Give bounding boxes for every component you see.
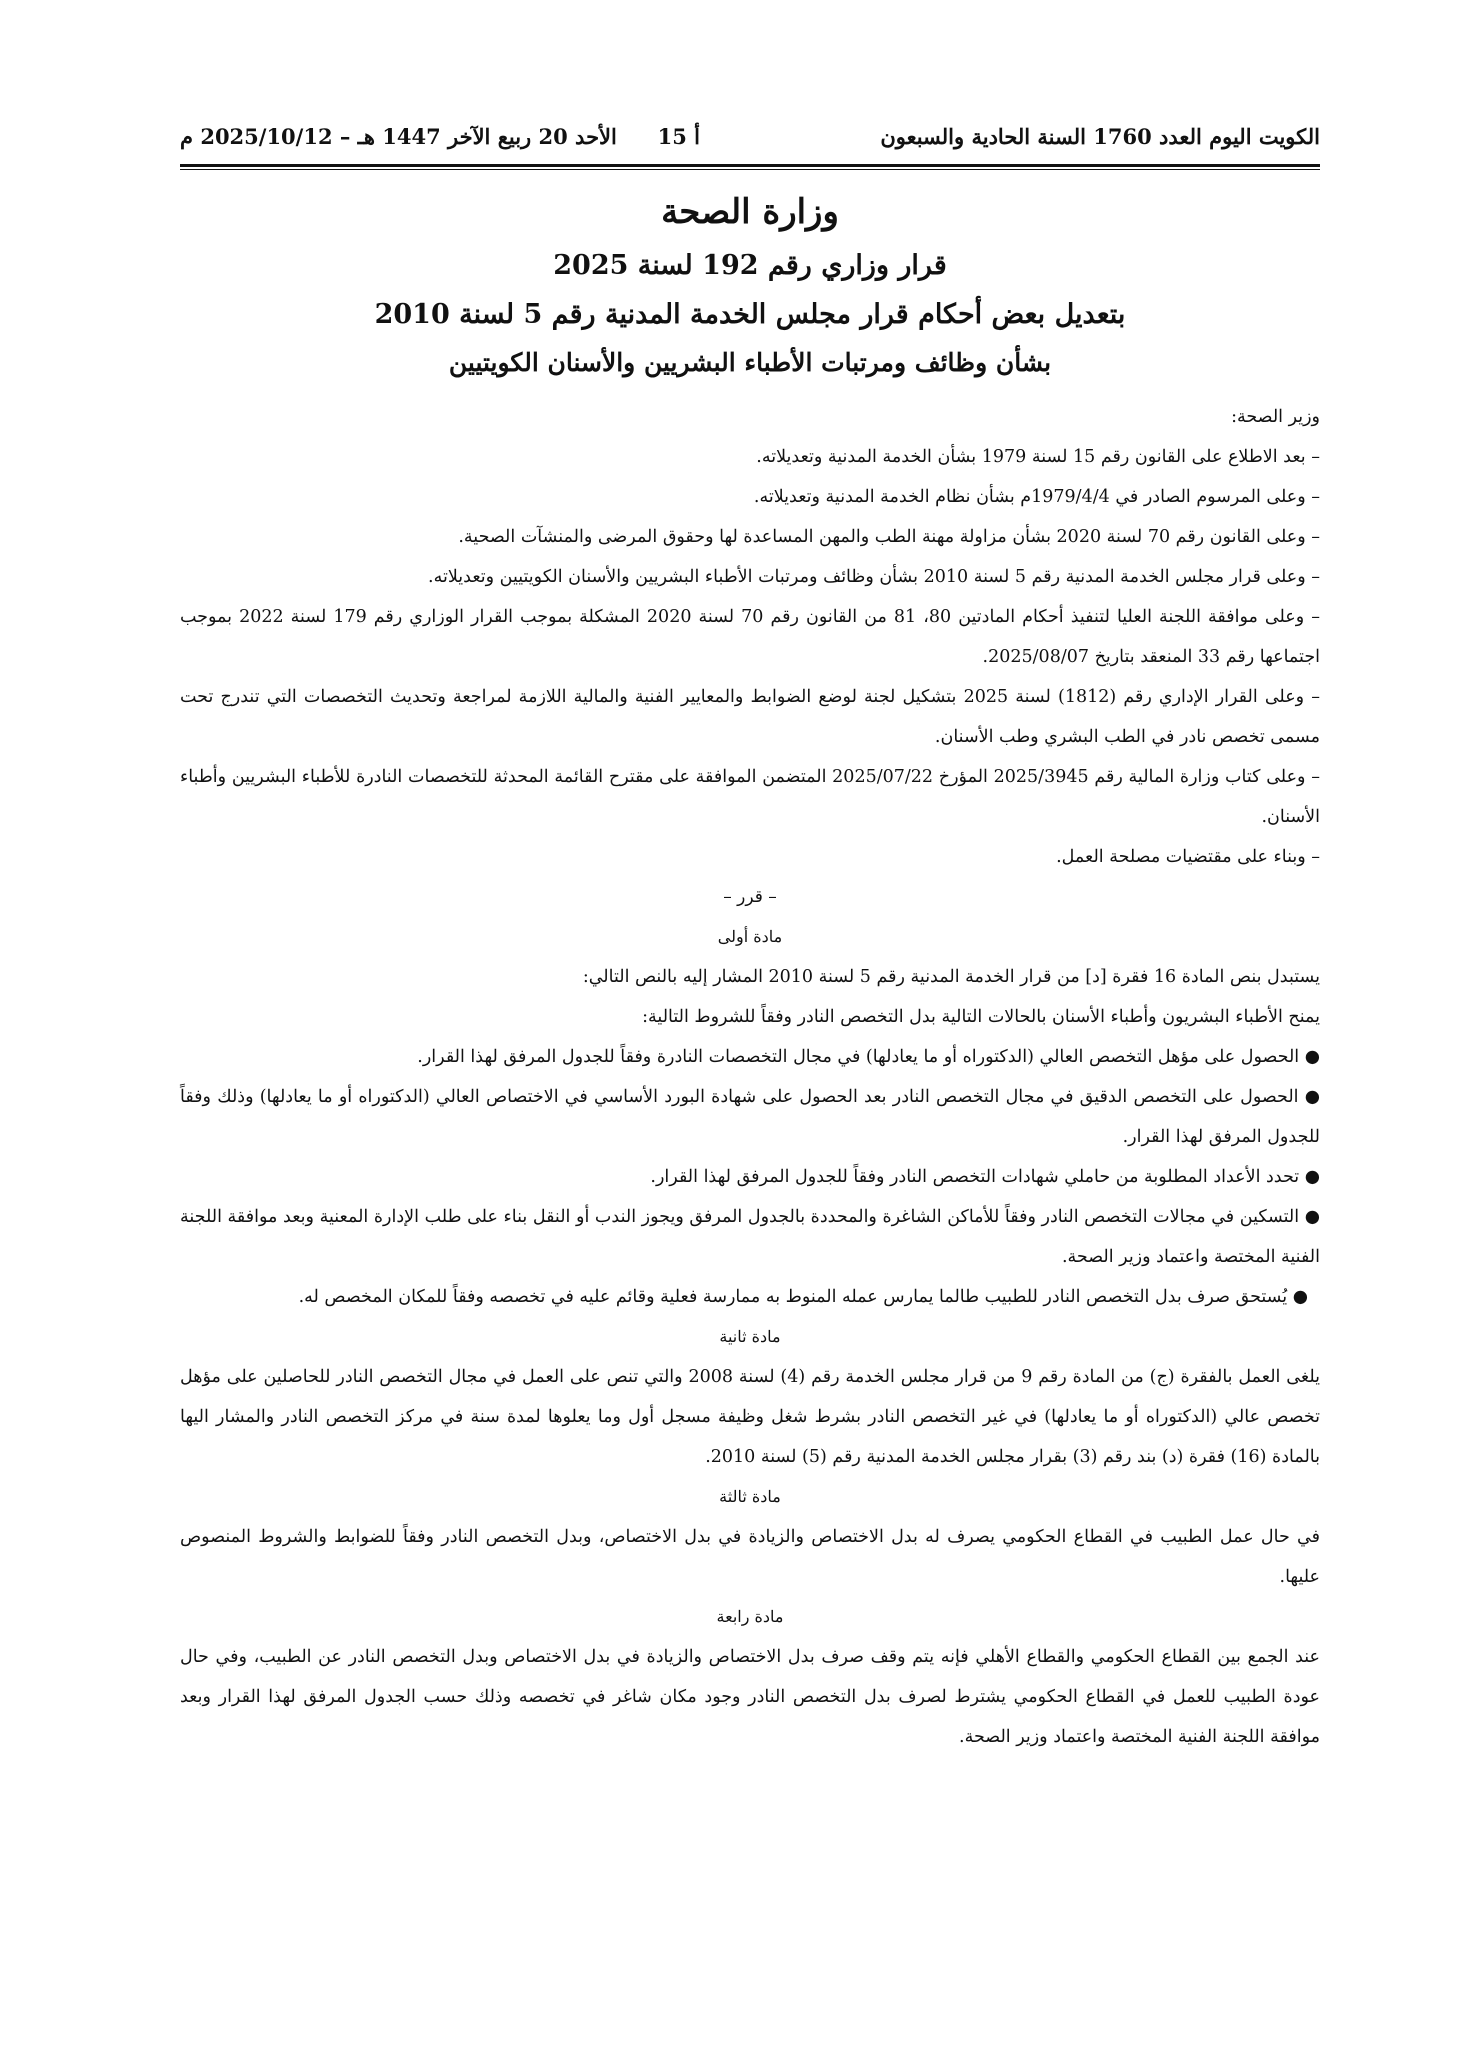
article-1-bullet: ● تحدد الأعداد المطلوبة من حاملي شهادات التخصص النادر وفقاً للجدول المرفق لهذا القرار. [650,1167,1320,1187]
ministry-title: وزارة الصحة [661,192,839,232]
article-1-paragraph: يمنح الأطباء البشريون وأطباء الأسنان بالحالات التالية بدل التخصص النادر وفقاً للشروط التالية: [642,1007,1320,1027]
article-2-text: يلغى العمل بالفقرة (ج) من المادة رقم 9 من قرار مجلس الخدمة رقم (4) لسنة 2008 والتي تنص على العمل في مجال التخصص النادر للحاصلين على مؤهل تخصص عالي (الدكتوراه أو ما يعادلها) في غير التخصص النادر بشرط شغل وظيفة مسجل أول وما يعلوها لمدة سنة في مركز التخصص النادر والمشار اليها بالمادة (16) فقرة (د) بند رقم (3) بقرار مجلس الخدمة المدنية رقم (5) لسنة 2010. [180,1367,1320,1467]
preamble-item: – وعلى كتاب وزارة المالية رقم 2025/3945 المؤرخ 2025/07/22 المتضمن الموافقة على مقترح القائمة المحدثة للتخصصات النادرة للأطباء البشريين وأطباء الأسنان. [180,767,1320,827]
article-3-heading: مادة ثالثة [719,1487,781,1506]
preamble-item: – وعلى موافقة اللجنة العليا لتنفيذ أحكام المادتين 80، 81 من القانون رقم 70 لسنة 2020 المشكلة بموجب القرار الوزاري رقم 179 لسنة 2022 بموجب اجتماعها رقم 33 المنعقد بتاريخ 2025/08/07. [180,607,1320,667]
gazette-page [180,118,1320,1757]
article-1-bullet: ● الحصول على مؤهل التخصص العالي (الدكتوراه أو ما يعادلها) في مجال التخصصات النادرة وفقاً للجدول المرفق لهذا القرار. [417,1047,1320,1067]
preamble-item: – وعلى المرسوم الصادر في 1979/4/4م بشأن نظام الخدمة المدنية وتعديلاته. [753,487,1320,507]
header-issue: الكويت اليوم العدد 1760 السنة الحادية والسبعون [880,124,1320,149]
header-page-number: أ 15 [657,124,700,149]
article-1-bullet: ● الحصول على التخصص الدقيق في مجال التخصص النادر بعد الحصول على شهادة البورد الأساسي في الاختصاص العالي (الدكتوراه أو ما يعادلها) وذلك وفقاً للجدول المرفق لهذا القرار. [180,1087,1320,1147]
decree-subtitle: بتعديل بعض أحكام قرار مجلس الخدمة المدنية رقم 5 لسنة 2010 [374,299,1126,330]
decree-body [180,397,1320,1757]
article-1-bullet: ● يُستحق صرف بدل التخصص النادر للطبيب طالما يمارس عمله المنوط به ممارسة فعلية وقائم عليه في تخصصه وفقاً للمكان المخصص له. [298,1287,1308,1307]
running-header [180,118,1320,158]
article-4-heading: مادة رابعة [716,1607,784,1626]
preamble-item: – بعد الاطلاع على القانون رقم 15 لسنة 1979 بشأن الخدمة المدنية وتعديلاته. [756,447,1320,467]
article-1-bullet: ● التسكين في مجالات التخصص النادر وفقاً للأماكن الشاغرة والمحددة بالجدول المرفق ويجوز الندب أو النقل بناء على طلب الإدارة المعنية وبعد موافقة اللجنة الفنية المختصة واعتماد وزير الصحة. [180,1207,1320,1267]
article-1-paragraph: يستبدل بنص المادة 16 فقرة [د] من قرار الخدمة المدنية رقم 5 لسنة 2010 المشار إليه بالنص التالي: [582,967,1320,987]
article-3-text: في حال عمل الطبيب في القطاع الحكومي يصرف له بدل الاختصاص والزيادة في بدل الاختصاص، وبدل التخصص النادر وفقاً للضوابط والشروط المنصوص عليها. [180,1527,1320,1587]
preamble-minister: وزير الصحة: [1231,407,1320,427]
header-divider [180,164,1320,170]
article-4-text: عند الجمع بين القطاع الحكومي والقطاع الأهلي فإنه يتم وقف صرف بدل الاختصاص والزيادة في بدل الاختصاص وبدل التخصص النادر عن الطبيب، وفي حال عودة الطبيب للعمل في القطاع الحكومي يشترط لصرف بدل التخصص النادر وجود مكان شاغر في تخصصه وذلك حسب الجدول المرفق لهذا القرار وبعد موافقة اللجنة الفنية المختصة واعتماد وزير الصحة. [180,1647,1320,1747]
preamble-item: – وعلى القرار الإداري رقم (1812) لسنة 2025 بتشكيل لجنة لوضع الضوابط والمعايير الفنية والمالية اللازمة لمراجعة وتحديث التخصصات التي تندرج تحت مسمى تخصص نادر في الطب البشري وطب الأسنان. [180,687,1320,747]
header-date: الأحد 20 ربيع الآخر 1447 هـ – 2025/10/12 م [180,124,617,149]
preamble-item: – وبناء على مقتضيات مصلحة العمل. [1056,847,1320,867]
article-2-heading: مادة ثانية [719,1327,781,1346]
preamble-item: – وعلى قرار مجلس الخدمة المدنية رقم 5 لسنة 2010 بشأن وظائف ومرتبات الأطباء البشريين والأسنان الكويتيين وتعديلاته. [428,567,1320,587]
decree-title: قرار وزاري رقم 192 لسنة 2025 [553,250,947,281]
article-1-heading: مادة أولى [717,927,783,946]
decree-subject: بشأن وظائف ومرتبات الأطباء البشريين والأسنان الكويتيين [448,348,1052,377]
decided-heading: – قرر – [723,887,777,907]
preamble-item: – وعلى القانون رقم 70 لسنة 2020 بشأن مزاولة مهنة الطب والمهن المساعدة لها وحقوق المرضى والمنشآت الصحية. [458,527,1320,547]
